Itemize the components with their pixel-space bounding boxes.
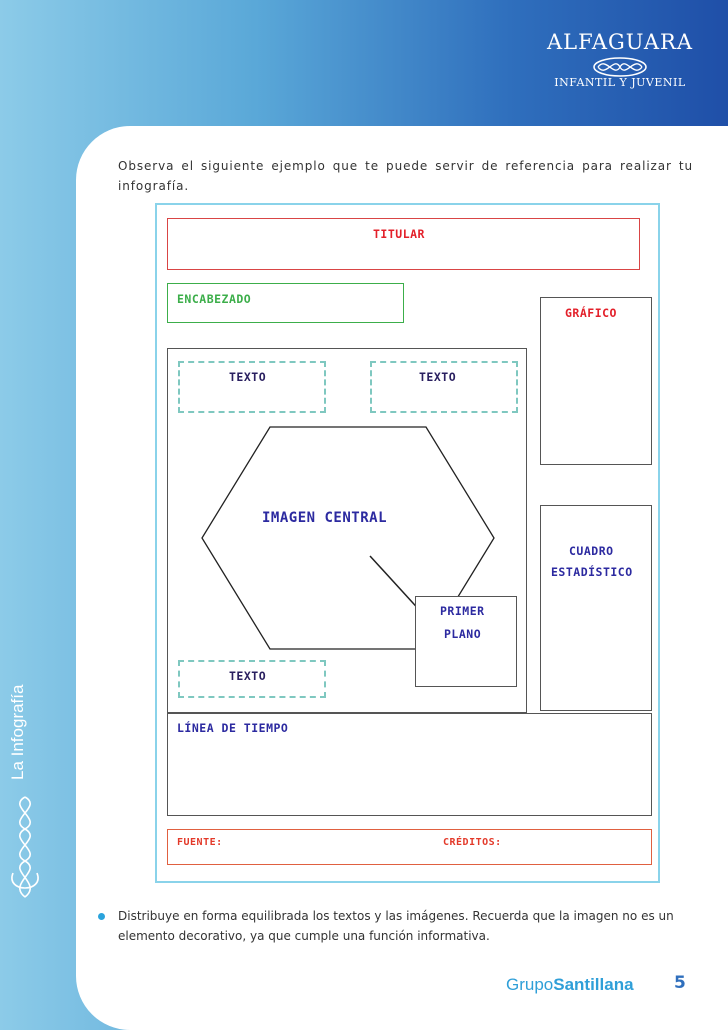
publisher-logo: [540, 30, 700, 89]
texto-label-2: TEXTO: [419, 370, 457, 384]
celtic-knot-icon: [592, 56, 648, 78]
cuadro-label-1: CUADRO: [569, 544, 614, 558]
texto-box-2: [370, 361, 518, 413]
imagen-central-label: IMAGEN CENTRAL: [262, 510, 388, 526]
texto-label-1: TEXTO: [229, 370, 267, 384]
intro-paragraph: Observa el siguiente ejemplo que te puede servir de referencia para realizar tu infografía.: [118, 159, 693, 193]
brand-subtitle: INFANTIL Y JUVENIL: [554, 76, 686, 89]
primer-label-2: PLANO: [444, 627, 482, 641]
texto-label-3: TEXTO: [229, 669, 267, 683]
fuente-label: FUENTE:: [177, 837, 223, 848]
footer-brand: [506, 975, 634, 995]
titular-box: [167, 218, 640, 270]
linea-tiempo-label: LÍNEA DE TIEMPO: [177, 721, 289, 735]
brand-name: ALFAGUARA: [547, 30, 693, 54]
instruction-bullet: Distribuye en forma equilibrada los textos y las imágenes. Recuerda que la imagen no es un elemento decorativo, ya que cumple una función informativa.: [118, 909, 674, 943]
grafico-box: [540, 297, 652, 465]
footer-brand-prefix: Grupo: [506, 975, 554, 994]
section-label: La Infografía: [8, 684, 27, 780]
cuadro-label-2: ESTADÍSTICO: [551, 565, 633, 579]
footer-brand-bold: Santillana: [553, 975, 634, 994]
cuadro-estadistico-box: [540, 505, 652, 711]
fuente-creditos-box: [167, 829, 652, 865]
celtic-knot-icon: [5, 793, 45, 903]
page-number: 5: [674, 973, 686, 993]
titular-label: TITULAR: [373, 227, 425, 241]
texto-box-1: [178, 361, 326, 413]
encabezado-label: ENCABEZADO: [177, 292, 252, 306]
creditos-label: CRÉDITOS:: [443, 837, 502, 848]
bullet-icon: [98, 913, 105, 920]
primer-label-1: PRIMER: [440, 604, 485, 618]
grafico-label: GRÁFICO: [565, 306, 617, 320]
